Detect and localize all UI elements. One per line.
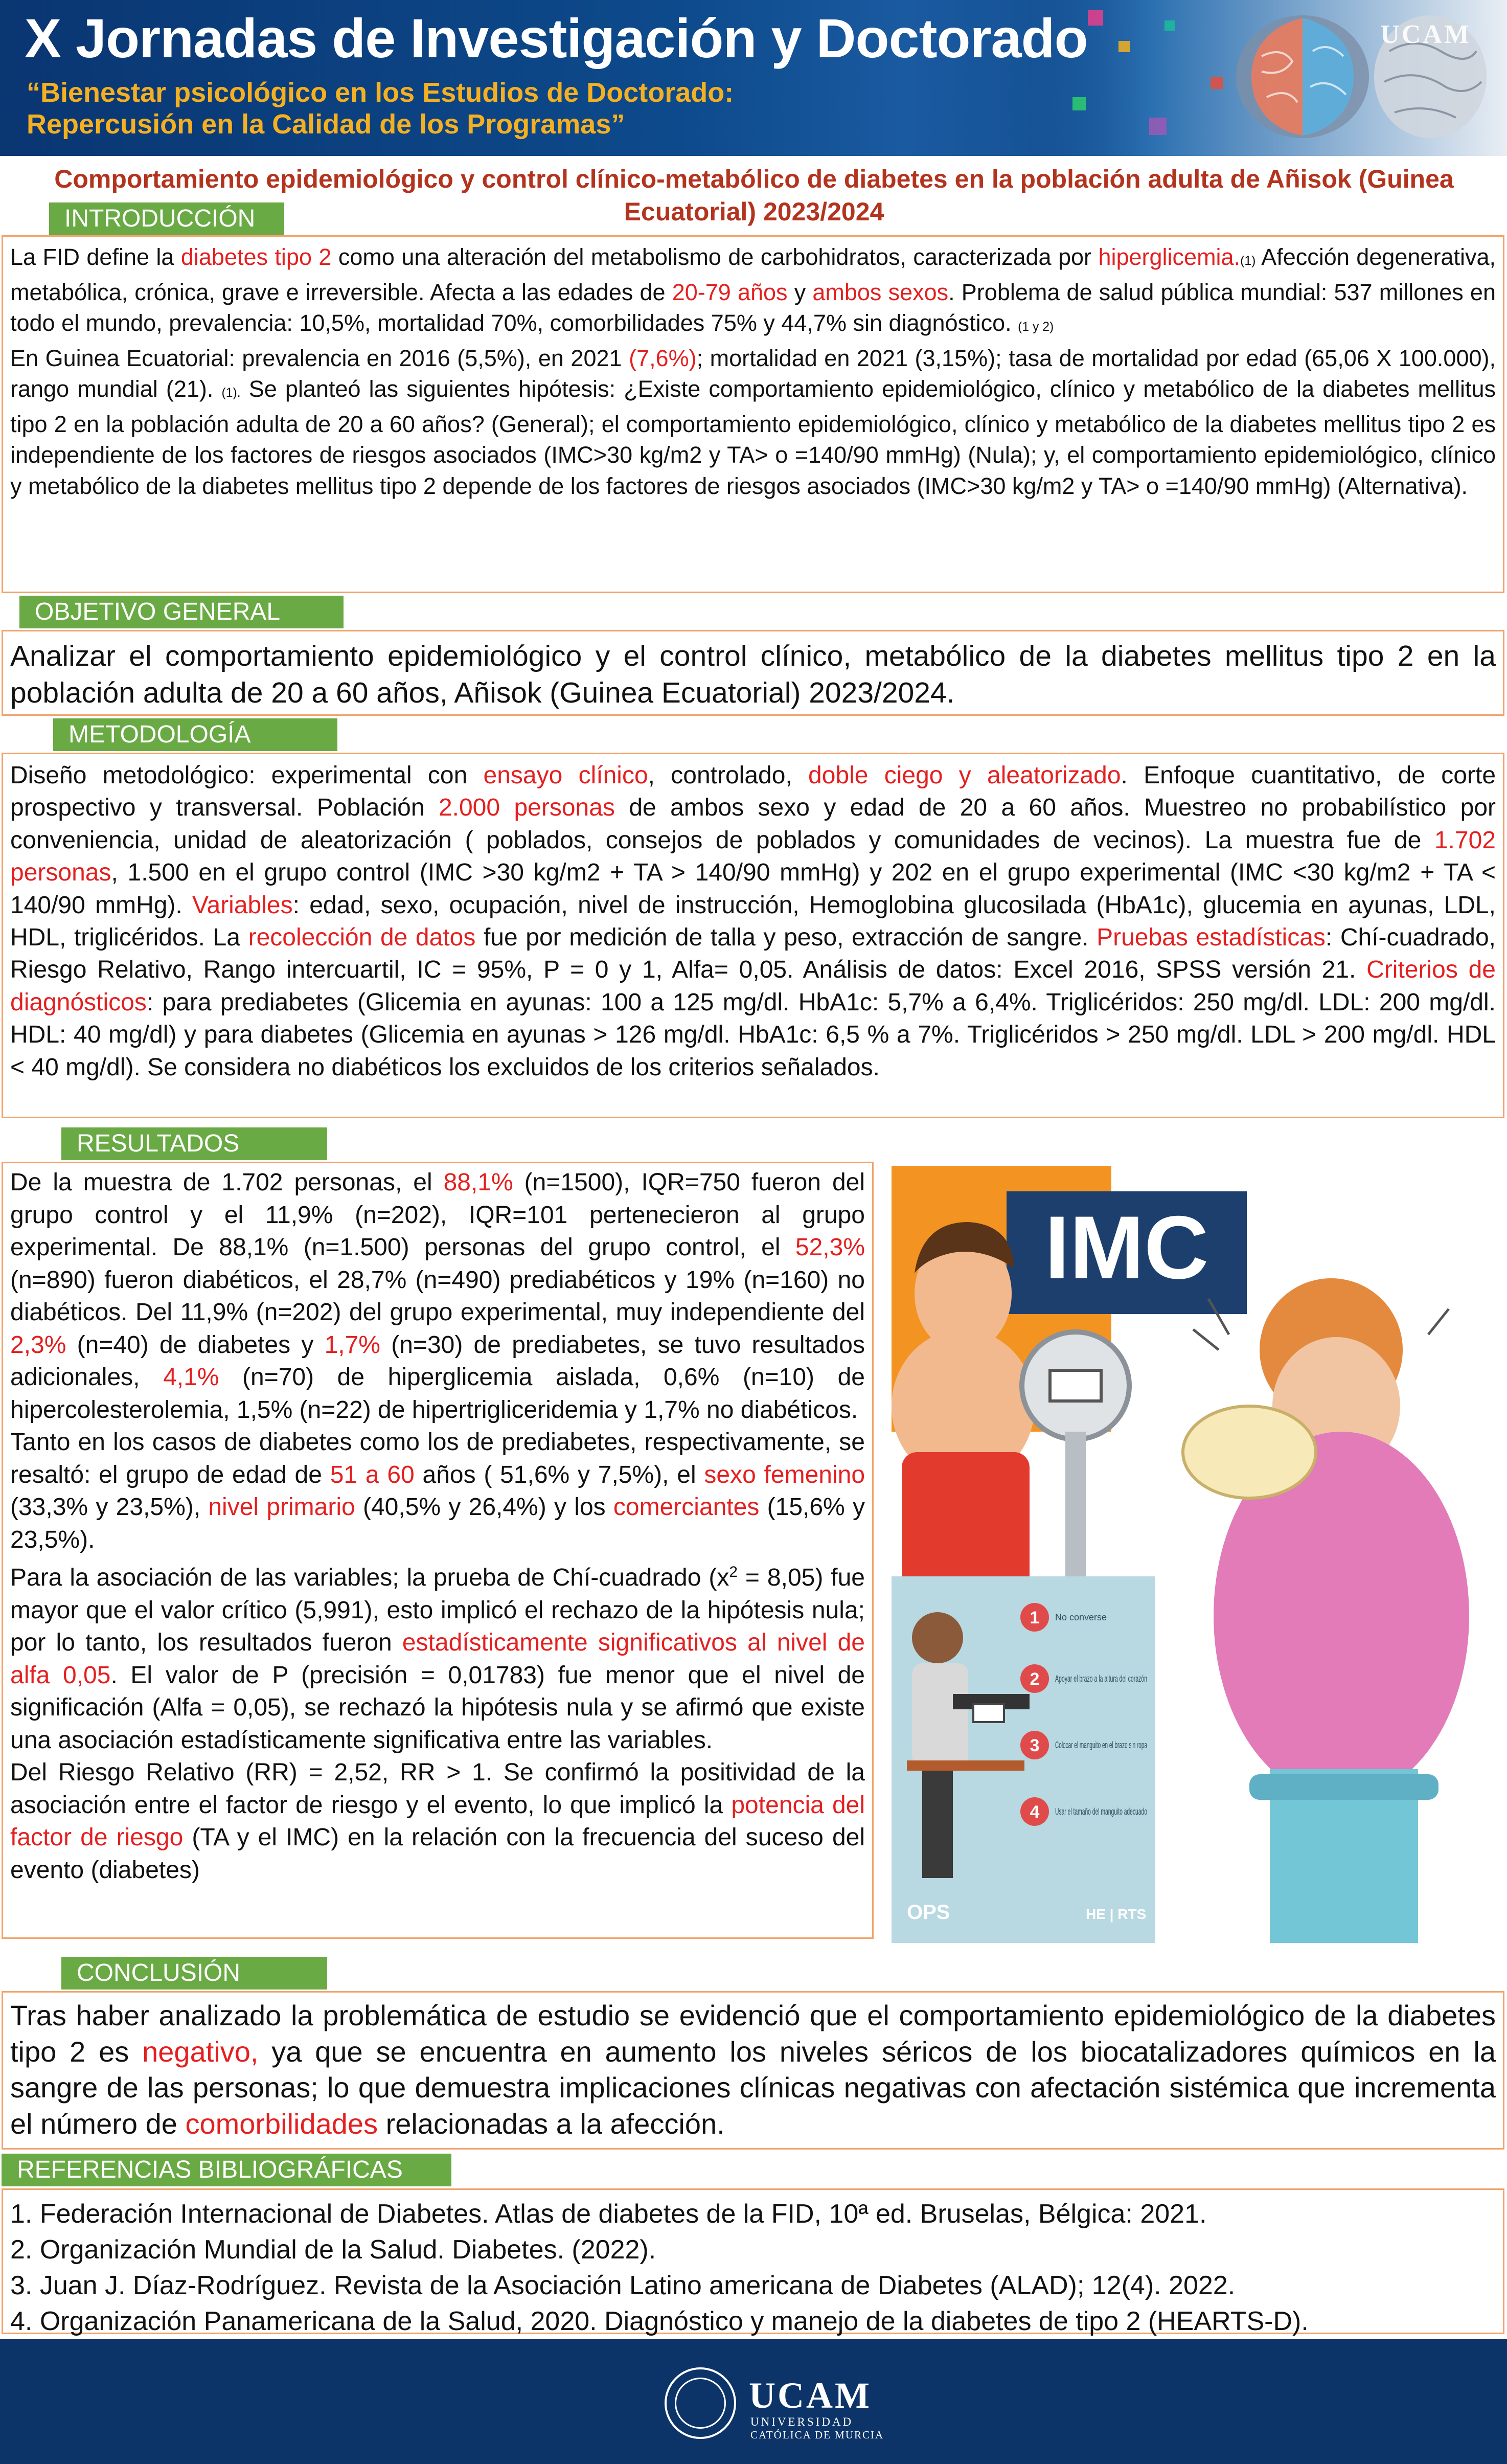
intro-box xyxy=(2,235,1504,593)
metodologia-text: Diseño metodológico: experimental con xyxy=(10,762,484,789)
intro-highlight: 20-79 años xyxy=(672,279,788,305)
resultados-text: De la muestra de 1.702 personas, el xyxy=(10,1169,444,1196)
citation: (1) xyxy=(1240,254,1256,268)
metodologia-highlight: 2.000 personas xyxy=(438,794,615,822)
metodologia-highlight: Criterios de diagnósticos xyxy=(10,956,1496,1016)
section-label-conclusion: CONCLUSIÓN xyxy=(61,1957,327,1990)
metodologia-highlight: ensayo clínico xyxy=(483,762,648,789)
ops-step-number: 4 xyxy=(1030,1802,1040,1822)
resultados-text: Del Riesgo Relativo (RR) = 2,52, RR > 1. Se confirmó la positividad de la asociación entre el factor de riesgo y el evento, lo que implicó la xyxy=(10,1759,865,1819)
conclusion-highlight: negativo, xyxy=(142,2035,259,2068)
resultados-text: años ( 51,6% y 7,5%), el xyxy=(414,1461,704,1488)
metodologia-highlight: doble ciego y aleatorizado xyxy=(808,762,1121,789)
intro-text: Se planteó las siguientes hipótesis: ¿Existe comportamiento epidemiológico, clínico y metabólico de la diabetes mellitus tipo 2 en la población adulta de 20 a 60 años? (General); el comportamiento epidemiológico, clínico y metabólico de la diabetes mellitus tipo 2 es independiente de los factores de riesgos asociados (IMC>30 kg/m2 y TA> o =140/90 mmHg) (Nula); y, el comportamiento epidemiológico, clínico y metabólico de la diabetes mellitus tipo 2 depende de los factores de riesgos asociados (IMC>30 kg/m2 y TA> o =140/90 mmHg) (Alternativa). xyxy=(10,376,1496,499)
intro-text: ; mortalidad en 2021 (3,15%); tasa de mortalidad por edad (65,06 X 100.000), rango mundial (21). xyxy=(10,345,1496,402)
resultados-box xyxy=(2,1162,874,1939)
ucam-name: UCAM xyxy=(749,2375,872,2416)
metodologia-text: fue por medición de talla y peso, extracción de sangre. xyxy=(475,924,1097,952)
resultados-highlight: estadísticamente significativos al nivel de alfa 0,05 xyxy=(10,1629,865,1689)
ops-blood-pressure-illustration xyxy=(892,1576,1155,1943)
conclusion-text: relacionadas a la afección. xyxy=(378,2107,725,2140)
section-label-referencias: REFERENCIAS BIBLIOGRÁFICAS xyxy=(2,2154,451,2186)
poster-title-line2: Ecuatorial) 2023/2024 xyxy=(624,197,884,226)
intro-text: La FID define la xyxy=(10,244,181,270)
resultados-highlight: sexo femenino xyxy=(704,1461,865,1488)
reference-item: 2. Organización Mundial de la Salud. Diabetes. (2022). xyxy=(10,2235,656,2265)
ops-step: Apoyar el brazo a la altura del corazón xyxy=(1055,1674,1147,1684)
ucam-subtitle-2: CATÓLICA DE MURCIA xyxy=(750,2429,884,2441)
metodologia-text: de ambos sexo y edad de 20 a 60 años. Muestreo no probabilístico por conveniencia, unidad de aleatorización ( poblados, consejos de poblados y comunidades de vecinos). La muestra fue de xyxy=(10,794,1496,854)
objetivo-box xyxy=(2,630,1504,716)
resultados-highlight: 2,3% xyxy=(10,1331,66,1359)
intro-highlight: (7,6%) xyxy=(629,345,697,371)
resultados-highlight: 88,1% xyxy=(443,1169,513,1196)
reference-item: 1. Federación Internacional de Diabetes. Atlas de diabetes de la FID, 10ª ed. Bruselas, Bélgica: 2021. xyxy=(10,2199,1207,2229)
resultados-text: (n=30) de prediabetes, se tuvo resultados adicionales, xyxy=(10,1331,865,1391)
resultados-highlight: nivel primario xyxy=(208,1494,355,1521)
resultados-text: (TA y el IMC) en la relación con la frecuencia del suceso del evento (diabetes) xyxy=(10,1824,865,1884)
ops-step-number: 2 xyxy=(1030,1669,1040,1689)
ops-step-number: 1 xyxy=(1030,1608,1040,1627)
hearts-logo: HE | RTS xyxy=(1086,1906,1147,1922)
resultados-highlight: 4,1% xyxy=(163,1364,219,1391)
metodologia-text: , controlado, xyxy=(648,762,809,789)
resultados-paragraph xyxy=(10,1756,865,1886)
ops-logo: OPS xyxy=(907,1901,950,1924)
intro-text: y xyxy=(787,279,813,305)
resultados-text: (40,5% y 26,4%) y los xyxy=(355,1494,613,1521)
resultados-highlight: 1,7% xyxy=(324,1331,380,1359)
ops-step: Usar el tamaño del manguito adecuado xyxy=(1055,1806,1147,1817)
ops-step-number: 3 xyxy=(1030,1736,1040,1755)
reference-item: 3. Juan J. Díaz-Rodríguez. Revista de la Asociación Latino americana de Diabetes (ALAD); 12(4). 2022. xyxy=(10,2271,1236,2300)
metodologia-highlight: recolección de datos xyxy=(248,924,476,952)
citation: (1). xyxy=(221,386,241,400)
resultados-paragraph xyxy=(10,1426,865,1556)
section-label-objetivo: OBJETIVO GENERAL xyxy=(19,596,344,628)
resultados-text: Para la asociación de las variables; la prueba de Chí-cuadrado (x xyxy=(10,1564,729,1591)
metodologia-text: . Enfoque cuantitativo, de corte prospectivo y transversal. Población xyxy=(10,762,1496,822)
reference-item: 4. Organización Panamericana de la Salud, 2020. Diagnóstico y manejo de la diabetes de tipo 2 (HEARTS-D). xyxy=(10,2307,1309,2336)
metodologia-highlight: 1.702 personas xyxy=(10,826,1496,887)
section-label-introduccion: INTRODUCCIÓN xyxy=(49,202,284,235)
university-seal-icon xyxy=(665,2367,736,2439)
metodologia-text: : para prediabetes (Glicemia en ayunas: 100 a 125 mg/dl. HbA1c: 5,7% a 6,4%. Triglicéridos: 250 mg/dl. LDL: 200 mg/dl. HDL: 40 mg/dl) y para diabetes (Glicemia en ayunas > 126 mg/dl. HbA1c: 6,5 % a 7%. Triglicéridos > 250 mg/dl. LDL > 200 mg/dl. HDL < 40 mg/dl). Se considera no diabéticos los excluidos de los criterios señalados. xyxy=(10,988,1496,1081)
header-logo: UCAM xyxy=(1380,20,1471,49)
conclusion-box xyxy=(2,1991,1504,2150)
ucam-subtitle: UNIVERSIDAD xyxy=(750,2415,854,2428)
resultados-text: (n=40) de diabetes y xyxy=(66,1331,325,1359)
ucam-logo xyxy=(665,2367,884,2441)
citation: (1 y 2) xyxy=(1018,320,1054,334)
intro-text: . Problema de salud pública mundial: 537 millones en todo el mundo, prevalencia: 10,5%, mortalidad 70%, comorbilidades 75% y 44,7% sin diagnóstico. xyxy=(10,279,1496,336)
intro-text: como una alteración del metabolismo de carbohidratos, caracterizada por xyxy=(331,244,1099,270)
resultados-paragraph xyxy=(10,1556,865,1756)
objetivo-text: Analizar el comportamiento epidemiológico y el control clínico, metabólico de la diabetes mellitus tipo 2 en la población adulta de 20 a 60 años, Añisok (Guinea Ecuatorial) 2023/2024. xyxy=(10,640,1496,709)
resultados-highlight: potencia del factor de riesgo xyxy=(10,1791,865,1851)
resultados-highlight: 52,3% xyxy=(795,1234,865,1261)
intro-highlight: diabetes tipo 2 xyxy=(180,244,332,270)
conference-banner xyxy=(0,0,1507,156)
metodologia-highlight: Variables xyxy=(192,891,293,919)
referencias-box xyxy=(2,2188,1504,2334)
conference-subtitle-line1: “Bienestar psicológico en los Estudios de Doctorado: xyxy=(27,77,734,108)
resultados-text: . El valor de P (precisión = 0,01783) fue menor que el nivel de significación (Alfa = 0,05), se rechazó la hipótesis nula y se afirmó que existe una asociación estadísticamente significativa entre las variables. xyxy=(10,1661,865,1754)
resultados-text: (n=1500), IQR=750 fueron del grupo control y el 11,9% (n=202), IQR=101 pertenecieron al grupo experimental. De 88,1% (n=1.500) personas del grupo control, el xyxy=(10,1169,865,1261)
resultados-text: = 8,05) fue mayor que el valor crítico (5,991), esto implicó el rechazo de la hipótesis nula; por lo tanto, los resultados fueron xyxy=(10,1564,865,1656)
resultados-text: (n=890) fueron diabéticos, el 28,7% (n=490) prediabéticos y 19% (n=160) no diabéticos. Del 11,9% (n=202) del grupo experimental, muy independiente del xyxy=(10,1266,865,1326)
superscript: 2 xyxy=(729,1564,738,1580)
intro-highlight: ambos sexos xyxy=(812,279,949,305)
resultados-text: Tanto en los casos de diabetes como los de prediabetes, respectivamente, se resaltó: el grupo de edad de xyxy=(10,1429,865,1488)
metodologia-text: , 1.500 en el grupo control (IMC >30 kg/m2 + TA > 140/90 mmHg) y 202 en el grupo experimental (IMC <30 kg/m2 + TA < 140/90 mmHg). xyxy=(10,859,1496,919)
ops-step: Colocar el manguito en el brazo sin ropa xyxy=(1055,1740,1148,1750)
metodologia-highlight: Pruebas estadísticas xyxy=(1097,924,1326,952)
resultados-highlight: 51 a 60 xyxy=(330,1461,415,1488)
imc-label: IMC xyxy=(1044,1198,1209,1298)
metodologia-box xyxy=(2,753,1504,1118)
resultados-text: (33,3% y 23,5%), xyxy=(10,1494,209,1521)
section-label-resultados: RESULTADOS xyxy=(61,1127,327,1160)
section-label-metodologia: METODOLOGÍA xyxy=(53,718,337,751)
intro-text: En Guinea Ecuatorial: prevalencia en 2016 (5,5%), en 2021 xyxy=(10,345,629,371)
conclusion-text: Tras haber analizado la problemática de estudio se evidenció que el comportamiento epidemiológico de la diabetes tipo 2 es xyxy=(10,1999,1496,2068)
metodologia-text: : edad, sexo, ocupación, nivel de instrucción, Hemoglobina glucosilada (HbA1c), glucemia en ayunas, LDL, HDL, triglicéridos. La xyxy=(10,891,1496,952)
resultados-paragraph xyxy=(10,1166,865,1426)
conference-subtitle-line2: Repercusión en la Calidad de los Programas” xyxy=(27,109,625,140)
poster-title-line1: Comportamiento epidemiológico y control clínico-metabólico de diabetes en la población adulta de Añisok (Guinea xyxy=(54,165,1454,193)
conclusion-text: ya que se encuentra en aumento los niveles séricos de los biocatalizadores químicos en la sangre de las personas; lo que demuestra implicaciones clínicas negativas con afectación sistémica que incrementa el número de xyxy=(10,2035,1496,2140)
conference-title: X Jornadas de Investigación y Doctorado xyxy=(25,7,1088,69)
resultados-text: (15,6% y 23,5%). xyxy=(10,1494,865,1553)
ops-step: No converse xyxy=(1055,1612,1107,1622)
metodologia-text: : Chí-cuadrado, Riesgo Relativo, Rango intercuartil, IC = 95%, P = 0 y 1, Alfa= 0,05. Análisis de datos: Excel 2016, SPSS versión 21. xyxy=(10,924,1496,984)
resultados-highlight: comerciantes xyxy=(613,1494,760,1521)
intro-highlight: hiperglicemia. xyxy=(1098,244,1241,270)
conclusion-highlight: comorbilidades xyxy=(185,2107,378,2140)
resultados-text: (n=70) de hiperglicemia aislada, 0,6% (n=10) de hipercolesterolemia, 1,5% (n=22) de hipertrigliceridemia y 1,7% no diabéticos. xyxy=(10,1364,865,1423)
footer xyxy=(0,2339,1507,2464)
intro-text: Afección degenerativa, metabólica, crónica, grave e irreversible. Afecta a las edades de xyxy=(10,244,1496,305)
